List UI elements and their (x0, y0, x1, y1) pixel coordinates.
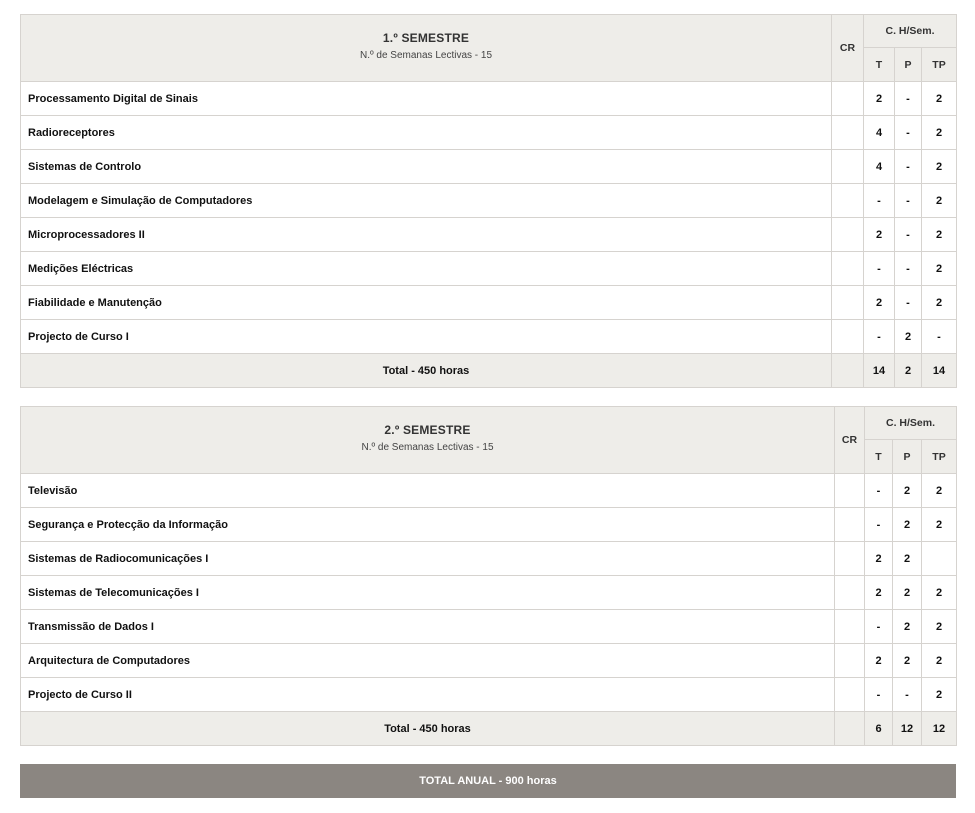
subject-t-hours: 2 (865, 542, 893, 576)
subject-tp-hours: 2 (922, 252, 957, 286)
semester-title: 2.º SEMESTRE (384, 423, 471, 437)
subject-p-hours: - (895, 150, 922, 184)
subject-cr (832, 150, 864, 184)
subject-name: Sistemas de Telecomunicações I (21, 576, 835, 610)
subject-tp-hours (922, 542, 957, 576)
subject-p-hours: 2 (893, 610, 922, 644)
semester-total-row (21, 712, 957, 746)
subject-name: Sistemas de Radiocomunicações I (21, 542, 835, 576)
total-p: 12 (893, 712, 922, 746)
subject-tp-hours: 2 (922, 150, 957, 184)
subject-p-hours: - (895, 252, 922, 286)
subject-name: Modelagem e Simulação de Computadores (21, 184, 832, 218)
col-p-header: P (895, 48, 922, 82)
subject-p-hours: - (895, 286, 922, 320)
col-t-header: T (865, 440, 893, 474)
subject-tp-hours: 2 (922, 116, 957, 150)
subject-cr (835, 474, 865, 508)
subject-cr (835, 644, 865, 678)
semester-weeks: N.º de Semanas Lectivas - 15 (359, 50, 493, 61)
total-label: Total - 450 horas (21, 354, 832, 388)
hours-per-week-header: C. H/Sem. (865, 407, 957, 440)
subject-cr (835, 508, 865, 542)
subject-rows (21, 82, 957, 354)
subject-tp-hours: 2 (922, 474, 957, 508)
subject-t-hours: 2 (864, 82, 895, 116)
cr-header: CR (835, 407, 865, 474)
subject-row (21, 576, 957, 610)
total-cr (832, 354, 864, 388)
subject-t-hours: 2 (865, 576, 893, 610)
subject-tp-hours: 2 (922, 184, 957, 218)
subject-name: Transmissão de Dados I (21, 610, 835, 644)
total-cr (835, 712, 865, 746)
subject-tp-hours: 2 (922, 218, 957, 252)
subject-tp-hours: 2 (922, 576, 957, 610)
semester-weeks: N.º de Semanas Lectivas - 15 (361, 442, 494, 453)
subject-p-hours: - (895, 218, 922, 252)
subject-cr (832, 82, 864, 116)
subject-tp-hours: 2 (922, 610, 957, 644)
subject-t-hours: - (865, 610, 893, 644)
subject-name: Fiabilidade e Manutenção (21, 286, 832, 320)
subject-cr (832, 252, 864, 286)
subject-row (21, 644, 957, 678)
subject-t-hours: 4 (864, 116, 895, 150)
subject-tp-hours: 2 (922, 508, 957, 542)
total-label: Total - 450 horas (21, 712, 835, 746)
subject-row (21, 286, 957, 320)
cr-header: CR (832, 15, 864, 82)
subject-p-hours: - (895, 184, 922, 218)
semester-2-table (20, 406, 957, 746)
subject-name: Radioreceptores (21, 116, 832, 150)
subject-row (21, 184, 957, 218)
subject-tp-hours: 2 (922, 678, 957, 712)
subject-t-hours: 4 (864, 150, 895, 184)
subject-tp-hours: 2 (922, 644, 957, 678)
subject-row (21, 678, 957, 712)
total-tp: 12 (922, 712, 957, 746)
semester-total-row (21, 354, 957, 388)
total-tp: 14 (922, 354, 957, 388)
subject-cr (835, 576, 865, 610)
annual-total-bar: TOTAL ANUAL - 900 horas (20, 764, 956, 798)
subject-p-hours: 2 (895, 320, 922, 354)
subject-row (21, 218, 957, 252)
subject-cr (832, 286, 864, 320)
subject-row (21, 474, 957, 508)
subject-cr (835, 610, 865, 644)
subject-t-hours: 2 (865, 644, 893, 678)
subject-name: Segurança e Protecção da Informação (21, 508, 835, 542)
subject-row (21, 252, 957, 286)
subject-name: Microprocessadores II (21, 218, 832, 252)
subject-name: Projecto de Curso II (21, 678, 835, 712)
subject-row (21, 610, 957, 644)
hours-per-week-header: C. H/Sem. (864, 15, 957, 48)
subject-name: Projecto de Curso I (21, 320, 832, 354)
subject-t-hours: - (865, 474, 893, 508)
subject-cr (832, 320, 864, 354)
subject-cr (832, 218, 864, 252)
subject-rows (21, 474, 957, 712)
total-t: 6 (865, 712, 893, 746)
total-t: 14 (864, 354, 895, 388)
subject-p-hours: - (895, 116, 922, 150)
col-tp-header: TP (922, 48, 957, 82)
subject-t-hours: - (865, 678, 893, 712)
subject-cr (835, 678, 865, 712)
subject-t-hours: 2 (864, 218, 895, 252)
subject-name: Processamento Digital de Sinais (21, 82, 832, 116)
subject-p-hours: 2 (893, 474, 922, 508)
subject-p-hours: 2 (893, 542, 922, 576)
total-p: 2 (895, 354, 922, 388)
col-t-header: T (864, 48, 895, 82)
subject-t-hours: - (865, 508, 893, 542)
subject-p-hours: 2 (893, 508, 922, 542)
subject-p-hours: 2 (893, 644, 922, 678)
semester-header (21, 407, 835, 474)
subject-p-hours: - (895, 82, 922, 116)
subject-name: Arquitectura de Computadores (21, 644, 835, 678)
col-tp-header: TP (922, 440, 957, 474)
subject-row (21, 82, 957, 116)
subject-cr (832, 184, 864, 218)
subject-p-hours: 2 (893, 576, 922, 610)
subject-t-hours: - (864, 252, 895, 286)
subject-t-hours: - (864, 320, 895, 354)
subject-tp-hours: - (922, 320, 957, 354)
subject-name: Televisão (21, 474, 835, 508)
subject-t-hours: 2 (864, 286, 895, 320)
subject-row (21, 320, 957, 354)
subject-cr (835, 542, 865, 576)
subject-t-hours: - (864, 184, 895, 218)
subject-cr (832, 116, 864, 150)
semester-header (21, 15, 832, 82)
col-p-header: P (893, 440, 922, 474)
subject-p-hours: - (893, 678, 922, 712)
subject-row (21, 150, 957, 184)
semester-title: 1.º SEMESTRE (382, 31, 470, 45)
subject-name: Medições Eléctricas (21, 252, 832, 286)
subject-row (21, 542, 957, 576)
subject-name: Sistemas de Controlo (21, 150, 832, 184)
semester-1-table (20, 14, 957, 388)
subject-row (21, 116, 957, 150)
subject-tp-hours: 2 (922, 286, 957, 320)
subject-tp-hours: 2 (922, 82, 957, 116)
subject-row (21, 508, 957, 542)
